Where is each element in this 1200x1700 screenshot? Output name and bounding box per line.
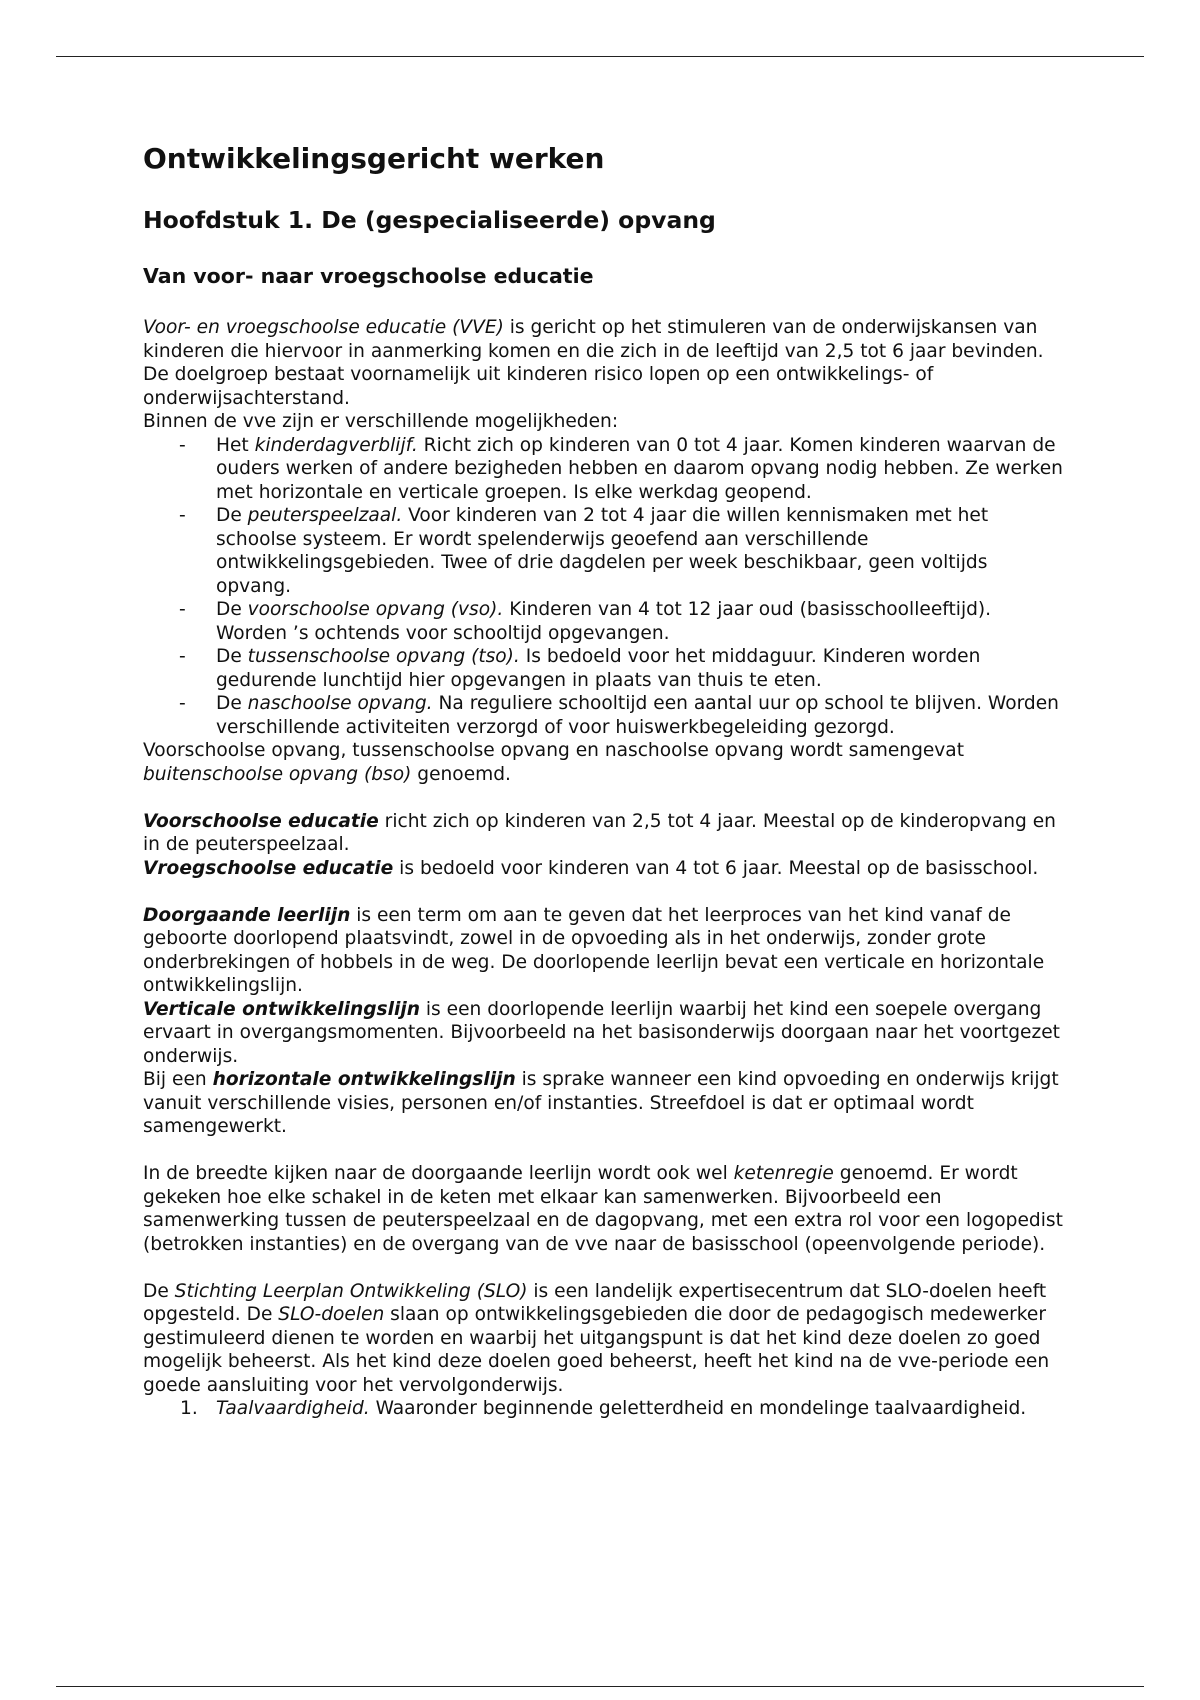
voorschoolse-term: Voorschoolse educatie [143,810,379,832]
bso-paragraph: Voorschoolse opvang, tussenschoolse opvang en naschoolse opvang wordt samengevat buitenschoolse opvang (bso) genoemd. [143,740,964,785]
list-number: 1. [180,1398,198,1419]
list-item-term: Taalvaardigheid. [216,1398,370,1419]
verticale-paragraph: Verticale ontwikkelingslijn is een doorlopende leerlijn waarbij het kind een soepele overgang ervaart in overgangsmomenten. Bijvoorbeeld na het basisonderwijs doorgaan naar het voortgezet onderwijs. [143,998,1060,1067]
horizontale-term: horizontale ontwikkelingslijn [212,1069,516,1090]
list-item-term: kinderdagverblijf. [254,434,418,456]
paragraph-gap [143,786,1063,810]
list-item: - Het kinderdagverblijf. Richt zich op kinderen van 0 tot 4 jaar. Komen kinderen waarvan de ouders werken of andere bezigheden hebben en daarom opvang nodig hebben. Ze werken met horizontale en verticale groepen. Is elke werkdag geopend. [179,434,1063,503]
list-item-term: tussenschoolse opvang (tso). [247,646,520,667]
vroegschoolse-term: Vroegschoolse educatie [143,857,394,879]
list-item: 1. Taalvaardigheid. Waaronder beginnende geletterdheid en mondelinge taalvaardigheid. [180,1398,1027,1419]
ketenregie-term: ketenregie [733,1163,834,1184]
leerlijn-paragraph: Doorgaande leerlijn is een term om aan te geven dat het leerproces van het kind vanaf de geboorte doorlopend plaatsvindt, zowel in de opvoeding als in het onderwijs, zonder grote onderbrekingen of hobbels in de weg. De doorlopende leerlijn bevat een verticale en horizontale ontwikkelingslijn. [143,904,1045,996]
section-heading: Van voor- naar vroegschoolse educatie [143,264,594,288]
slo-doelen-term: SLO-doelen [278,1304,385,1325]
list-item-term: naschoolse opvang. [247,693,433,714]
list-item: - De naschoolse opvang. Na reguliere schooltijd een aantal uur op school te blijven. Worden verschillende activiteiten verzorgd of voor huiswerkbegeleiding gezorgd. [179,693,1059,738]
intro-lead: Binnen de vve zijn er verschillende mogelijkheden: [143,411,619,432]
paragraph-gap [143,1256,1063,1280]
leerlijn-term: Doorgaande leerlijn [143,904,351,926]
list-item-term: voorschoolse opvang (vso). [247,599,504,620]
top-rule [56,56,1144,57]
document-body [143,140,1063,1421]
document-title: Ontwikkelingsgericht werken [143,142,605,175]
list-marker: - [179,646,186,667]
vve-options-list [143,434,1063,740]
slo-goals-list [143,1397,1063,1421]
verticale-term: Verticale ontwikkelingslijn [143,998,420,1020]
vroegschoolse-paragraph: Vroegschoolse educatie is bedoeld voor kinderen van 4 tot 6 jaar. Meestal op de basisschool. [143,857,1039,879]
intro-text: is gericht op het stimuleren van de onderwijskansen van kinderen die hiervoor in aanmerking komen en die zich in de leeftijd van 2,5 tot 6 jaar bevinden. De doelgroep bestaat voornamelijk uit kinderen risico lopen op een ontwikkelings- of onderwijsachterstand. [143,317,1044,409]
list-item-term: peuterspeelzaal. [247,505,403,526]
intro-term: Voor- en vroegschoolse educatie (VVE) [143,317,504,338]
bottom-rule [56,1686,1144,1687]
chapter-heading: Hoofdstuk 1. De (gespecialiseerde) opvang [143,206,716,234]
list-marker: - [179,434,186,456]
slo-term: Stichting Leerplan Ontwikkeling (SLO) [174,1280,528,1302]
ketenregie-paragraph: In de breedte kijken naar de doorgaande leerlijn wordt ook wel ketenregie genoemd. Er wordt gekeken hoe elke schakel in de keten met elkaar kan samenwerken. Bijvoorbeeld een samenwerking tussen de peuterspeelzaal en de dagopvang, met een extra rol voor een logopedist (betrokken instanties) en de overgang van de vve naar de basisschool (opeenvolgende periode). [143,1163,1063,1255]
slo-paragraph: De Stichting Leerplan Ontwikkeling (SLO) is een landelijk expertisecentrum dat SLO-doelen heeft opgesteld. De SLO-doelen slaan op ontwikkelingsgebieden die door de pedagogisch medewerker gestimuleerd dienen te worden en waarbij het uitgangspunt is dat het kind deze doelen zo goed mogelijk beheerst. Als het kind deze doelen goed beheerst, heeft het kind na de vve-periode een goede aansluiting voor het vervolgonderwijs. [143,1280,1050,1396]
paragraph-gap [143,880,1063,904]
list-marker: - [179,693,186,714]
list-item: - De peuterspeelzaal. Voor kinderen van 2 tot 4 jaar die willen kennismaken met het schoolse systeem. Er wordt spelenderwijs geoefend aan verschillende ontwikkelingsgebieden. Twee of drie dagdelen per week beschikbaar, geen voltijds opvang. [179,505,989,597]
intro-paragraph [143,316,1063,410]
paragraph-gap [143,1139,1063,1163]
list-item: - De tussenschoolse opvang (tso). Is bedoeld voor het middaguur. Kinderen worden gedurende lunchtijd hier opgevangen in plaats van thuis te eten. [179,646,981,691]
voorschoolse-paragraph: Voorschoolse educatie richt zich op kinderen van 2,5 tot 4 jaar. Meestal op de kinderopvang en in de peuterspeelzaal. [143,810,1056,855]
list-item: - De voorschoolse opvang (vso). Kinderen van 4 tot 12 jaar oud (basisschoolleeftijd). Worden ’s ochtends voor schooltijd opgevangen. [179,599,992,644]
list-marker: - [179,599,186,620]
bso-term: buitenschoolse opvang (bso) [143,763,412,785]
horizontale-paragraph: Bij een horizontale ontwikkelingslijn is sprake wanneer een kind opvoeding en onderwijs krijgt vanuit verschillende visies, personen en/of instanties. Streefdoel is dat er optimaal wordt samengewerkt. [143,1069,1059,1137]
list-marker: - [179,505,186,526]
